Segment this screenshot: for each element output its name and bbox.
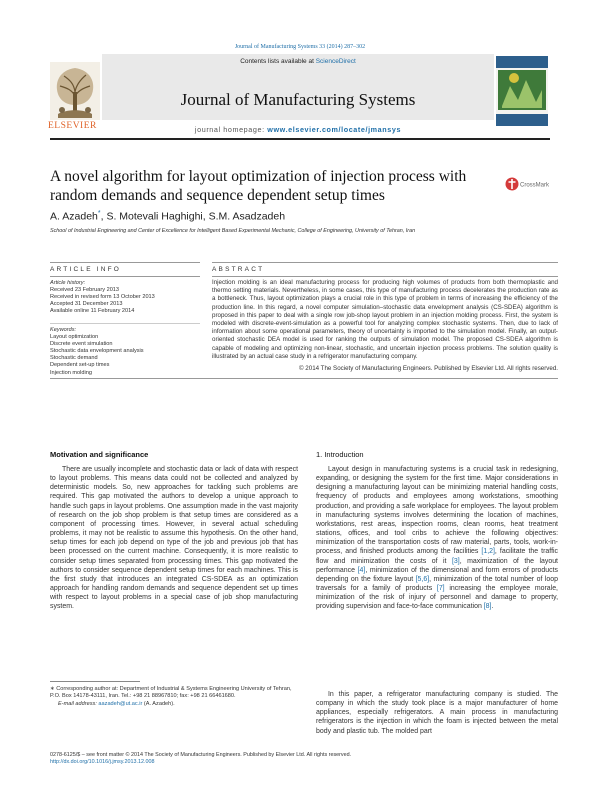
introduction-paragraph-1 [316, 465, 558, 612]
header-rule [50, 138, 550, 140]
front-matter [50, 752, 550, 767]
introduction-paragraph-2: In this paper, a refrigerator manufacturing company is studied. The company in which the study took place is a major manufacturer of home appliances, especially refrigerators. A main process in manufacturing refrigerators is the injection in which the foam is injected between the metal body and plastic tub. The molded part [316, 691, 558, 735]
rule [50, 378, 558, 379]
keyword: Injection molding [50, 369, 92, 376]
email-suffix: (A. Azadeh). [142, 700, 175, 707]
author-list: A. Azadeh*, S. Motevali Haghighi, S.M. Asadzadeh [50, 210, 286, 223]
email-link[interactable]: aazadeh@ut.ac.ir [98, 700, 143, 707]
journal-citation[interactable]: Journal of Manufacturing Systems 33 (2014) 287–302 [234, 44, 366, 50]
section-heading-introduction: 1. Introduction [316, 450, 364, 459]
contents-line [102, 58, 494, 65]
citation-ref[interactable]: [4] [357, 566, 366, 574]
crossmark-label: CrossMark [520, 182, 550, 189]
citation-ref[interactable]: [8] [483, 603, 492, 611]
intro-text: Layout design in manufacturing systems is a crucial task in redesigning, expanding, or designing the system for the first time. Major considerations in designing a manufacturing layout can be minimizing material handling costs, frequency of products and employees among workstations, smoothing production, and providing a safe workplace for employees. The layout problem in manufacturing systems involves determining the location of machines, workstations, rest areas, inspection rooms, clean rooms, heat treatment stations, offices, and tool cribs to achieve the following objectives: minimization of the transportation costs of raw material, parts, tools, work-in-process, and finished products among the facilities [316, 466, 558, 556]
motivation-paragraph: There are usually incomplete and stochastic data or lack of data with respect to layout problems. This means data could not be collected and analyzed by deterministic models. So, new approaches for tackling such problems are required. This gap motivated the authors to develop a unique approach to handle such gaps in layout problems. One assumption made in the vast majority of research on the job shop problem is that setup times are considered as a component of processing times. However, in several actual scheduling problems, it may not be realistic to assume this hypothesis. On the other hand, setup times for each job depend on type of the job and previous job that has been processed on the current machine. Consequently, it is more realistic to consider setup times separated from processing times. This gap motivated the authors to consider sequence dependent setup times for each machines. This is the first study that introduces an integrated CS-SDEA as an optimization approach for handling random demands and sequence dependent set up times with respect to layout problems in a special case of job shop manufacturing system. [50, 466, 298, 611]
elsevier-tree-logo [50, 62, 100, 120]
author-name[interactable]: S.M. Asadzadeh [208, 210, 286, 223]
article-title: A novel algorithm for layout optimization of injection process with random demands and sequence dependent setup times [50, 168, 467, 204]
article-info-heading: ARTICLE INFO [50, 266, 122, 273]
keyword: Stochastic demand [50, 355, 98, 362]
citation-ref[interactable]: [5,6] [415, 575, 430, 583]
rule [50, 262, 200, 263]
citation-ref[interactable]: [1,2] [481, 548, 495, 556]
email-label: E-mail address: [58, 700, 99, 707]
corresponding-author-note [50, 686, 298, 708]
history-item: Received 23 February 2013 [50, 287, 120, 294]
keyword: Discrete event simulation [50, 341, 113, 348]
rule [212, 276, 558, 277]
intro-text: increasing the employee morale, minimization of the risk of injury of personnel and damage to property, providing supervision and face-to-face communication [316, 585, 558, 611]
homepage-prefix: journal homepage: [194, 125, 268, 134]
abstract-text: Injection molding is an ideal manufacturing process for producing high volumes of products from both thermoplastic and thermo setting materials. Nevertheless, in some cases, this type of manufacturing process decelerates the production rate as a bottleneck. Thus, layout optimization plays a crucial role in this type of problem in terms of increasing the efficiency of the production line. In this regard, a novel computer simulation–stochastic data envelopment analysis (CS-SDEA) algorithm is proposed in this paper to deal with a single row job-shop layout problem in an injection molding process. First, the system is modeled with discrete-event-simulation as a powerful tool for analyzing complex stochastic systems. Then, due to lack of information about some operational parameters, theory of uncertainty is imported to the simulation model. Finally, an output-oriented stochastic DEA model is used for ranking the outputs of simulation model. The proposed CS-SDEA algorithm is capable of modeling and optimizing non-linear, stochastic, and uncertain injection process problems. The solution quality is illustrated by an actual case study in a refrigerator manufacturing company. [212, 279, 558, 360]
keyword: Stochastic data envelopment analysis [50, 348, 144, 355]
section-heading-motivation: Motivation and significance [50, 450, 149, 459]
footnote-rule [50, 681, 140, 682]
history-item: Received in revised form 13 October 2013 [50, 294, 155, 301]
intro-text: , maximization of the layout performance [316, 557, 558, 574]
history-item: Accepted 31 December 2013 [50, 301, 123, 308]
footnote-text: Corresponding author at: Department of Industrial & Systems Engineering University of Tehran, P.O. Box 14178-43111, Iran. Tel.: +98 21 88967810; fax: +98 21 66461680. [50, 686, 292, 700]
sciencedirect-link[interactable]: ScienceDirect [315, 58, 356, 65]
keyword: Layout optimization [50, 334, 99, 341]
author-name[interactable]: A. Azadeh [50, 210, 98, 223]
article-history [50, 280, 200, 315]
intro-text: . [491, 603, 494, 611]
keywords-label: Keywords: [50, 327, 77, 333]
contents-prefix: Contents lists available at [240, 58, 316, 65]
crossmark-icon[interactable] [505, 176, 553, 192]
elsevier-wordmark: ELSEVIER [48, 121, 97, 131]
intro-text: , minimization of the total number of loop traversals for a family of products [316, 575, 558, 593]
author-mark[interactable]: * [97, 210, 101, 217]
intro-text: , facilitate the traffic flow and minimization the costs of it [316, 548, 559, 565]
abstract-copyright: © 2014 The Society of Manufacturing Engineers. Published by Elsevier Ltd. All rights reserved. [299, 365, 558, 372]
rule [50, 276, 200, 277]
author-name[interactable]: S. Motevali Haghighi [106, 210, 203, 223]
keywords [50, 327, 200, 377]
footnote-star: ∗ [50, 686, 55, 692]
affiliation: School of Industrial Engineering and Center of Excellence for Intelligent Based Experimental Mechanic, College of Engineering, University of Tehran, Iran [50, 228, 416, 234]
citation-ref[interactable]: [7] [436, 585, 445, 593]
divider [50, 323, 200, 324]
keyword: Dependent set-up times [50, 362, 110, 369]
issn-line: 0278-6125/$ – see front matter © 2014 The Society of Manufacturing Engineers. Published by Elsevier Ltd. All rights reserved. [50, 752, 352, 758]
journal-title: Journal of Manufacturing Systems [180, 90, 416, 109]
abstract-heading: ABSTRACT [212, 266, 265, 273]
homepage-link[interactable]: www.elsevier.com/locate/jmansys [267, 125, 402, 134]
journal-homepage [102, 125, 494, 134]
history-item: Available online 11 February 2014 [50, 308, 135, 315]
journal-cover-image [496, 56, 548, 126]
history-label: Article history: [50, 280, 86, 286]
rule [212, 262, 558, 263]
doi-link[interactable]: http://dx.doi.org/10.1016/j.jmsy.2013.12.008 [50, 759, 155, 766]
intro-text: , minimization of the dimensional and form errors of products depending on the fixture layout [316, 566, 558, 583]
citation-ref[interactable]: [3] [451, 557, 460, 565]
